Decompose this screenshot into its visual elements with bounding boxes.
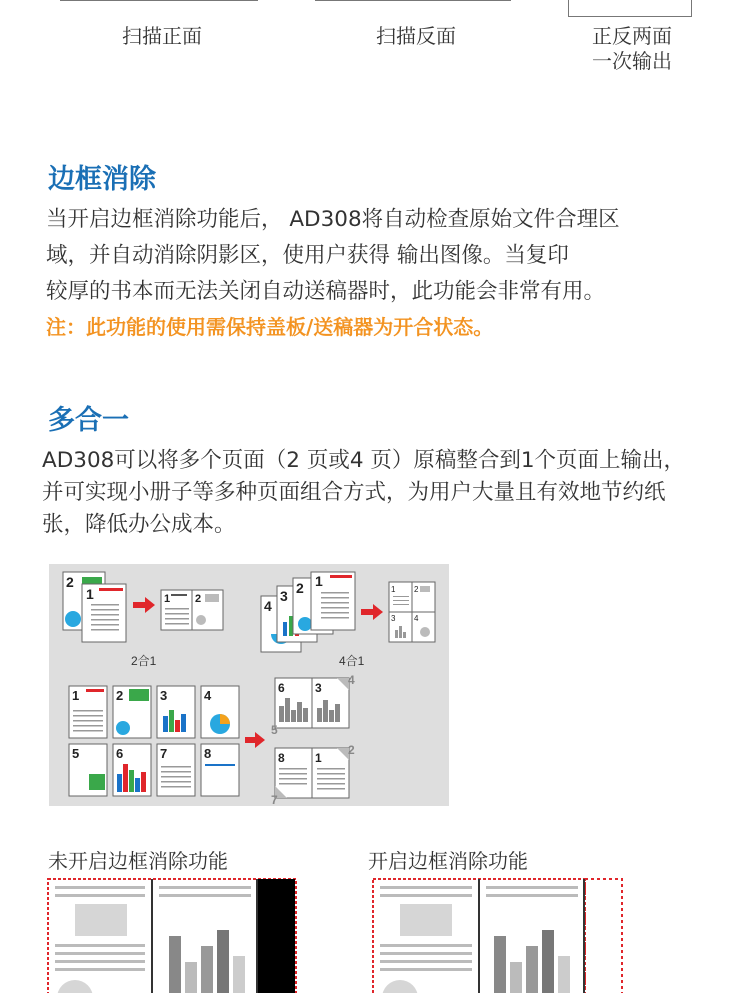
- svg-text:2: 2: [116, 688, 124, 703]
- booklet-result: [271, 673, 355, 806]
- svg-text:1: 1: [164, 593, 171, 605]
- page-number-1: 1: [86, 586, 94, 602]
- svg-text:3: 3: [160, 688, 168, 703]
- n-up-diagram-svg: [49, 564, 449, 806]
- svg-text:3: 3: [315, 681, 322, 695]
- front-page-edge: [60, 0, 258, 1]
- svg-text:7: 7: [160, 746, 168, 761]
- svg-text:1: 1: [72, 688, 80, 703]
- arrow-4in1: [361, 604, 383, 620]
- scan-back-label: 扫描反面: [376, 24, 456, 48]
- n-up-line-2: 并可实现小册子等多种页面组合方式，为用户大量且有效地节约纸: [42, 480, 666, 505]
- svg-text:2: 2: [195, 593, 202, 605]
- svg-text:7: 7: [271, 793, 278, 806]
- scan-both-label-line1: 正反两面: [592, 24, 672, 48]
- svg-text:5: 5: [271, 723, 278, 737]
- two-in-one-source: [63, 572, 126, 642]
- svg-text:2: 2: [348, 743, 355, 757]
- border-erase-title: 边框消除: [48, 164, 156, 195]
- border-erase-note: 注：此功能的使用需保持盖板/送稿器为开合状态。: [46, 315, 494, 339]
- svg-text:1: 1: [391, 585, 396, 594]
- svg-text:4: 4: [414, 614, 419, 623]
- back-page-edge: [315, 0, 511, 1]
- label-2in1: 2合1: [131, 654, 157, 668]
- scan-both-label-line2: 一次输出: [592, 49, 672, 73]
- svg-text:2: 2: [296, 580, 304, 596]
- border-erase-on-illustration: [372, 878, 624, 993]
- two-in-one-result: [161, 590, 223, 630]
- svg-text:5: 5: [72, 746, 80, 761]
- n-up-title: 多合一: [48, 405, 129, 436]
- border-erase-line-1: 当开启边框消除功能后， AD308将自动检查原始文件合理区: [46, 207, 620, 232]
- svg-text:3: 3: [391, 614, 396, 623]
- n-up-diagram: [49, 564, 449, 806]
- scan-front-label: 扫描正面: [122, 24, 202, 48]
- arrow-booklet: [245, 732, 265, 748]
- svg-text:3: 3: [280, 588, 288, 604]
- svg-text:8: 8: [278, 751, 285, 765]
- svg-text:8: 8: [204, 746, 212, 761]
- border-erase-line-2: 域，并自动消除阴影区，使用户获得 输出图像。当复印: [46, 243, 569, 268]
- page-number-2: 2: [66, 574, 74, 590]
- border-erase-line-3: 较厚的书本而无法关闭自动送稿器时，此功能会非常有用。: [46, 279, 606, 304]
- svg-text:6: 6: [116, 746, 124, 761]
- svg-text:6: 6: [278, 681, 285, 695]
- combined-page-edge: [568, 0, 692, 17]
- svg-text:4: 4: [348, 673, 355, 687]
- svg-text:4: 4: [204, 688, 212, 703]
- svg-text:4: 4: [264, 598, 272, 614]
- label-4in1: 4合1: [339, 654, 365, 668]
- four-in-one-source: [261, 572, 355, 652]
- border-erase-on-label: 开启边框消除功能: [368, 849, 528, 873]
- border-erase-off-label: 未开启边框消除功能: [48, 849, 228, 873]
- booklet-source-pages: [69, 686, 239, 796]
- arrow-2in1: [133, 597, 155, 613]
- four-in-one-result: [389, 582, 435, 642]
- svg-text:1: 1: [315, 751, 322, 765]
- svg-text:2: 2: [414, 585, 419, 594]
- border-erase-off-illustration: [47, 878, 297, 993]
- svg-text:1: 1: [315, 573, 323, 589]
- n-up-line-1: AD308可以将多个页面（2 页或4 页）原稿整合到1个页面上输出，: [42, 448, 686, 473]
- n-up-line-3: 张，降低办公成本。: [42, 512, 236, 537]
